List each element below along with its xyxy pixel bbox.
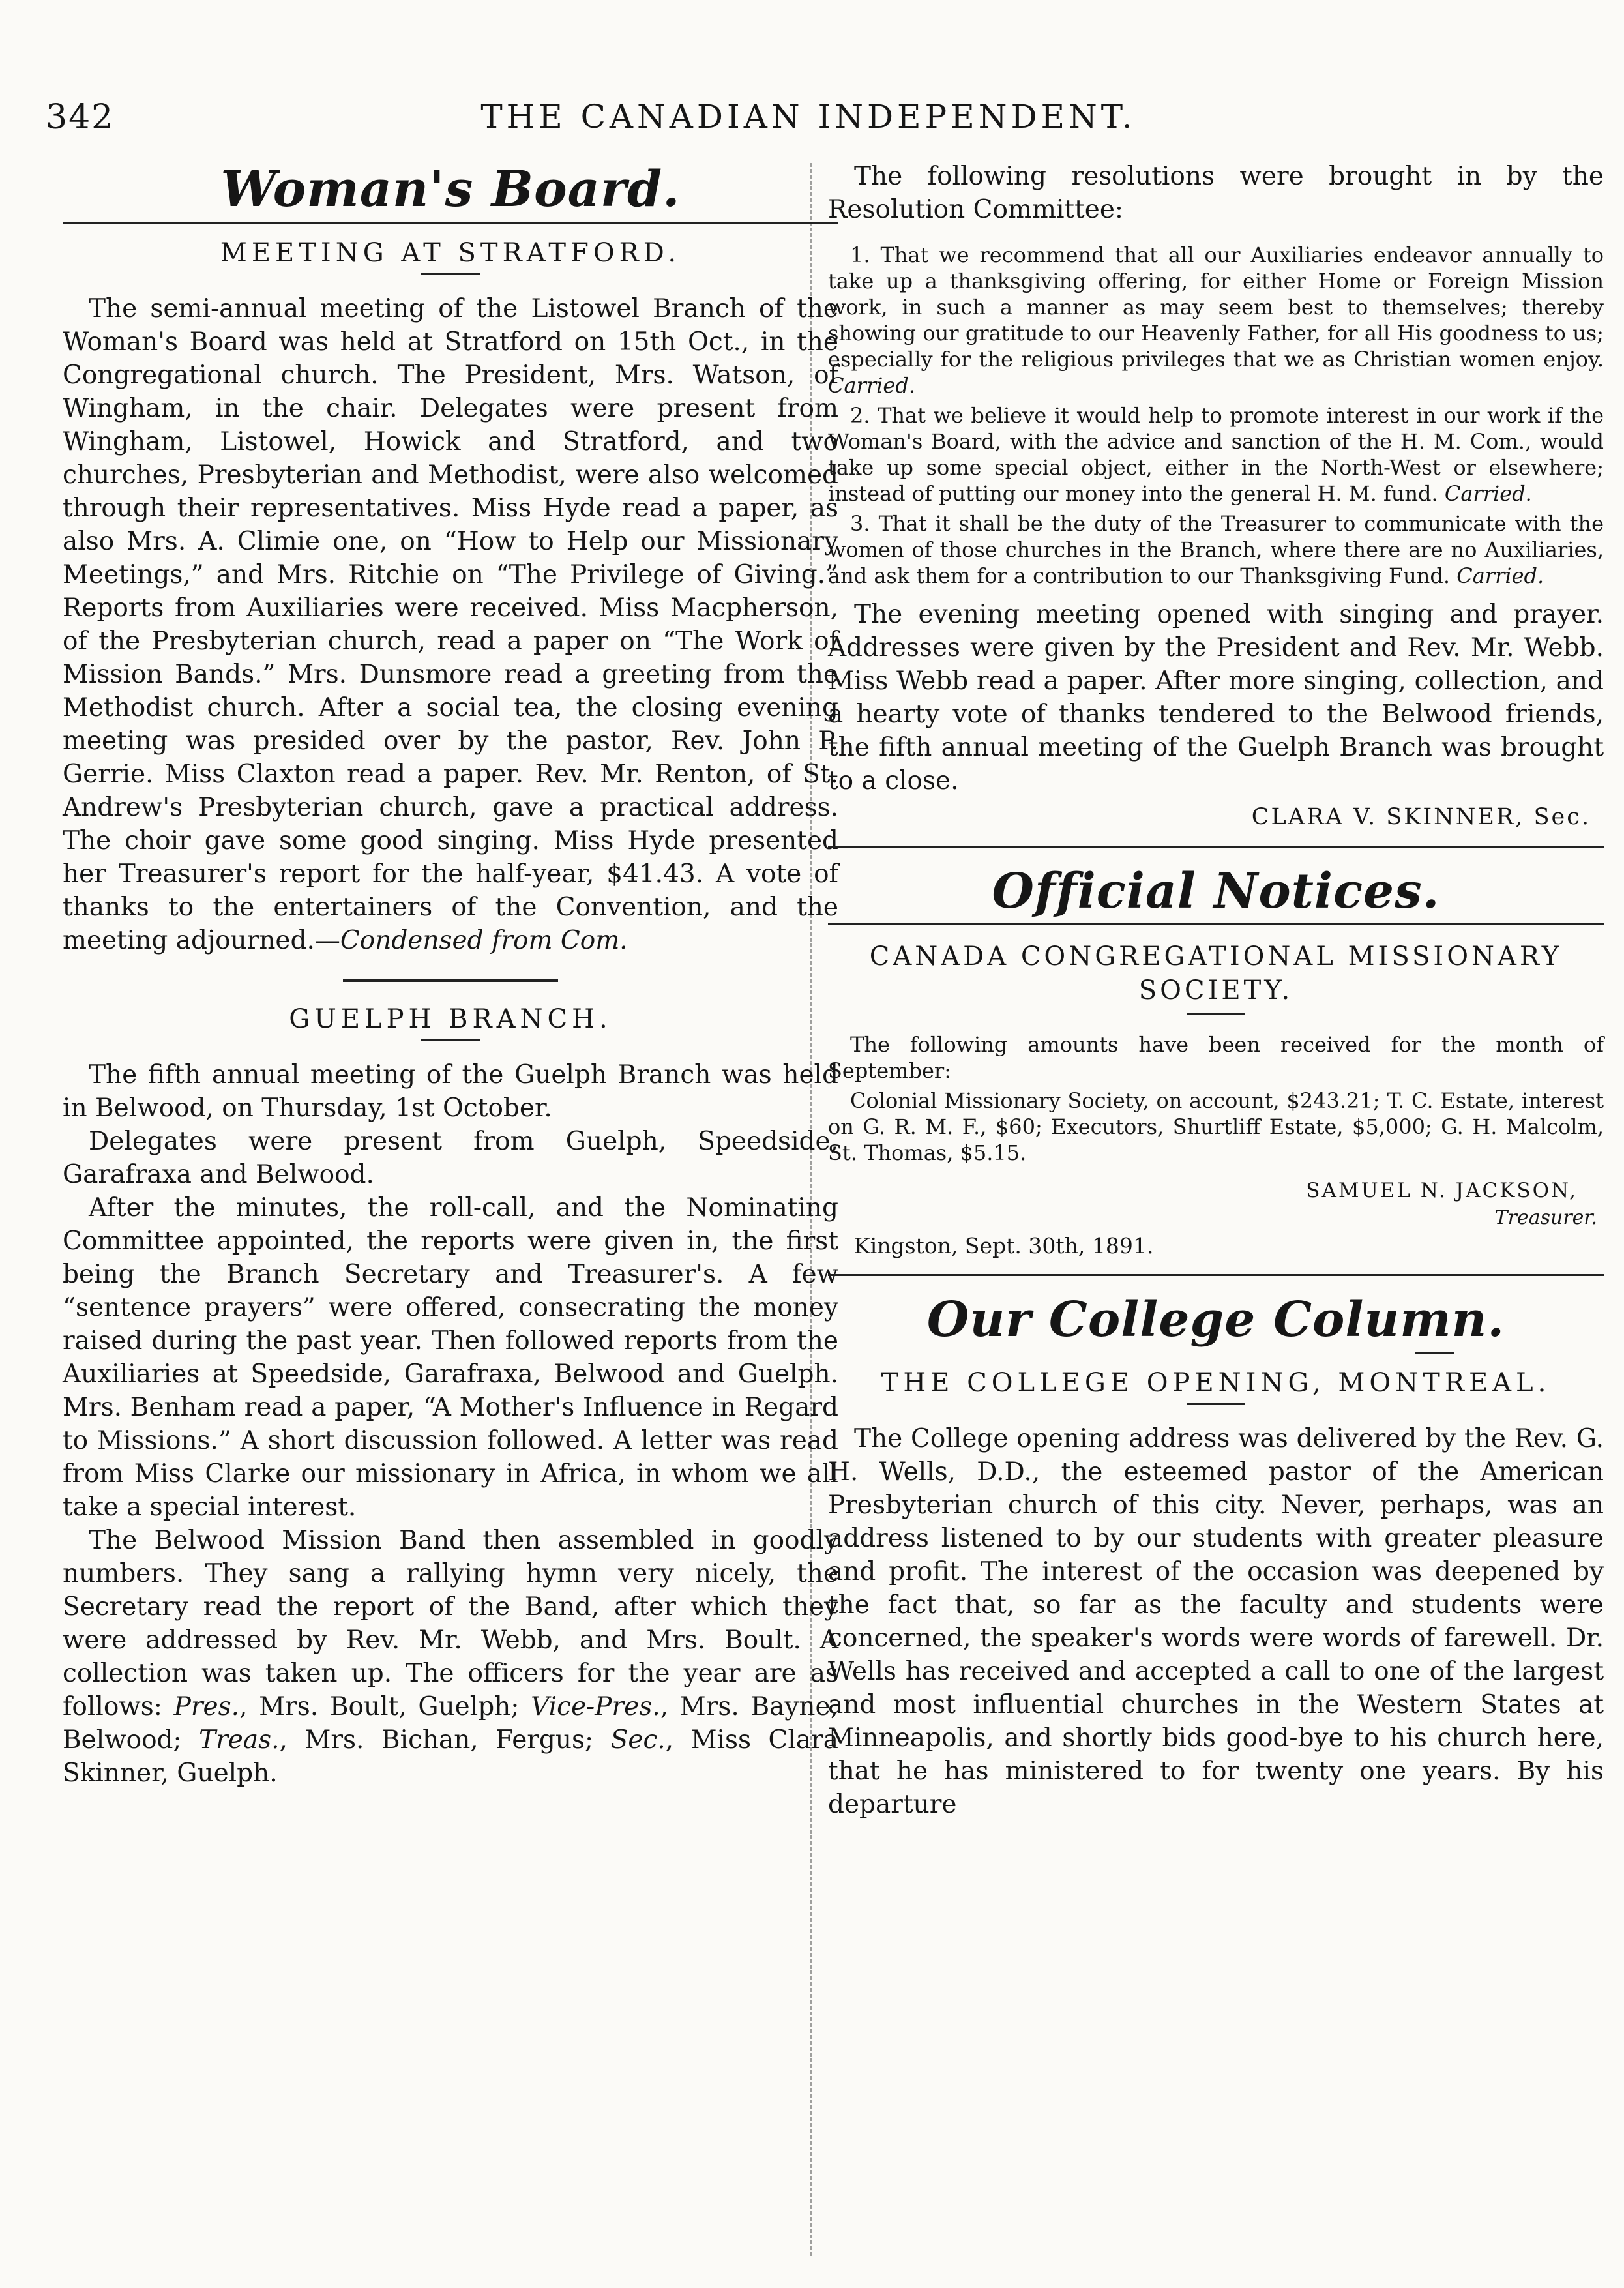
officer-title: Vice-Pres.	[531, 1692, 660, 1721]
resolutions-intro: The following resolutions were brought in by the Resolution Committee:	[828, 162, 1604, 224]
article-separator	[343, 979, 558, 982]
running-head	[46, 98, 1571, 150]
officer-title: Sec.	[610, 1725, 666, 1755]
secretary-signature: CLARA V. SKINNER, Sec.	[1251, 804, 1591, 830]
section-rule	[828, 1274, 1604, 1276]
short-rule	[421, 1039, 480, 1041]
short-rule	[1415, 1352, 1454, 1354]
guelph-paragraph: After the minutes, the roll-call, and the Nominating Committee appointed, the reports were given in, the first being the Branch Secretary and Treasurer's. A few “sentence prayers” were offered, consecrating the money raised during the past year. Then followed reports from the Auxiliaries at Speedside, Garafraxa, Belwood and Guelph. Mrs. Benham read a paper, “A Mother's Influence in Regard to Missions.” A short discussion followed. A letter was read from Miss Clarke our missionary in Africa, in whom we all take a special interest.	[63, 1193, 838, 1522]
college-opening-heading: THE COLLEGE OPENING, MONTREAL.	[881, 1368, 1551, 1398]
short-rule	[421, 273, 480, 275]
section-rule	[828, 846, 1604, 848]
meeting-heading: MEETING AT STRATFORD.	[220, 238, 681, 268]
guelph-paragraph: Delegates were present from Guelph, Speedside, Garafraxa and Belwood.	[63, 1127, 838, 1189]
evening-meeting-paragraph: The evening meeting opened with singing and prayer. Addresses were given by the President and Rev. Mr. Webb. Miss Webb read a paper. After more singing, collection, and a hearty vote of thanks tendered to the Belwood friends, the fifth annual meeting of the Guelph Branch was brought to a close.	[828, 600, 1604, 795]
society-heading: CANADA CONGREGATIONAL MISSIONARY SOCIETY.	[869, 942, 1563, 1005]
officer-title: Pres.	[173, 1692, 239, 1721]
college-article: The College opening address was delivered by the Rev. G. H. Wells, D.D., the esteemed pastor of the American Presbyterian church of this city. Never, perhaps, was an address listened to by our students with greater pleasure and profit. The interest of the occasion was deepened by the fact that, so far as the faculty and students were concerned, the speaker's words were words of farewell. Dr. Wells has received and accepted a call to one of the largest and most influential churches in the Western States at Minneapolis, and shortly bids good-bye to his church here, that he has ministered to for twenty one years. By his departure	[828, 1424, 1604, 1819]
guelph-paragraph: The fifth annual meeting of the Guelph Branch was held in Belwood, on Thursday, 1st October.	[63, 1060, 838, 1123]
notices-amounts: Colonial Missionary Society, on account, $243.21; T. C. Estate, interest on G. R. M. F., $60; Executors, Shurtliff Estate, $5,000; G. H. Malcolm, St. Thomas, $5.15.	[828, 1088, 1604, 1165]
meeting-article	[63, 292, 838, 957]
officer-title: Treas.	[199, 1725, 280, 1755]
notice-dateline: Kingston, Sept. 30th, 1891.	[854, 1233, 1154, 1258]
official-notices-title: Official Notices.	[992, 863, 1440, 919]
short-rule	[1187, 1013, 1245, 1015]
womans-board-title: Woman's Board.	[220, 160, 681, 218]
treasurer-title: Treasurer.	[1494, 1206, 1597, 1229]
page-number: 342	[46, 98, 115, 137]
college-column-title: Our College Column.	[926, 1292, 1505, 1348]
short-rule	[1187, 1403, 1245, 1405]
resolution-item: 2. That we believe it would help to promote interest in our work if the Woman's Board, with the advice and sanction of the H. M. Com., would take up some special object, either in the North-West or elsewhere; instead of putting our money into the general H. M. fund. Carried.	[828, 403, 1604, 506]
left-column	[63, 160, 838, 1790]
section-rule	[63, 222, 838, 224]
right-column	[828, 160, 1604, 1821]
section-rule	[828, 923, 1604, 925]
notices-intro: The following amounts have been received for the month of September:	[828, 1032, 1604, 1083]
resolution-item: 3. That it shall be the duty of the Treasurer to communicate with the women of those churches in the Branch, where there are no Auxiliaries, and ask them for a contribution to our Thanksgiving Fund. Carried.	[828, 511, 1604, 588]
meeting-text: The semi-annual meeting of the Listowel Branch of the Woman's Board was held at Stratford on 15th Oct., in the Congregational church. The President, Mrs. Watson, of Wingham, in the chair. Delegates were present from Wingham, Listowel, Howick and Stratford, and two churches, Presbyterian and Methodist, were also welcomed through their representatives. Miss Hyde read a paper, as also Mrs. A. Climie one, on “How to Help our Missionary Meetings,” and Mrs. Ritchie on “The Privilege of Giving.” Reports from Auxiliaries were received. Miss Macpherson, of the Presbyterian church, read a paper on “The Work of Mission Bands.” Mrs. Dunsmore read a greeting from the Methodist church. After a social tea, the closing evening meeting was presided over by the pastor, Rev. John P. Gerrie. Miss Claxton read a paper. Rev. Mr. Renton, of St. Andrew's Presbyterian church, gave a practical address. The choir gave some good singing. Miss Hyde presented her Treasurer's report for the half-year, $41.43. A vote of thanks to the entertainers of the Convention, and the meeting adjourned.—	[63, 294, 838, 955]
publication-title: THE CANADIAN INDEPENDENT.	[480, 98, 1136, 136]
meeting-credit: Condensed from Com.	[340, 926, 628, 955]
guelph-officers-paragraph: The Belwood Mission Band then assembled in goodly numbers. They sang a rallying hymn very nicely, the Secretary read the report of the Band, after which they were addressed by Rev. Mr. Webb, and Mrs. Boult. A collection was taken up. The officers for the year are as follows: Pres., Mrs. Boult, Guelph; Vice-Pres., Mrs. Bayne, Belwood; Treas., Mrs. Bichan, Fergus; Sec., Miss Clara Skinner, Guelph.	[63, 1526, 838, 1788]
guelph-heading: GUELPH BRANCH.	[289, 1004, 612, 1034]
resolution-item: 1. That we recommend that all our Auxiliaries endeavor annually to take up a thanksgiving offering, for either Home or Foreign Mission work, in such a manner as may seem best to themselves; thereby showing our gratitude to our Heavenly Father, for all His goodness to us; especially for the religious privileges that we as Christian women enjoy. Carried.	[828, 243, 1604, 398]
treasurer-name: SAMUEL N. JACKSON,	[1306, 1179, 1578, 1202]
